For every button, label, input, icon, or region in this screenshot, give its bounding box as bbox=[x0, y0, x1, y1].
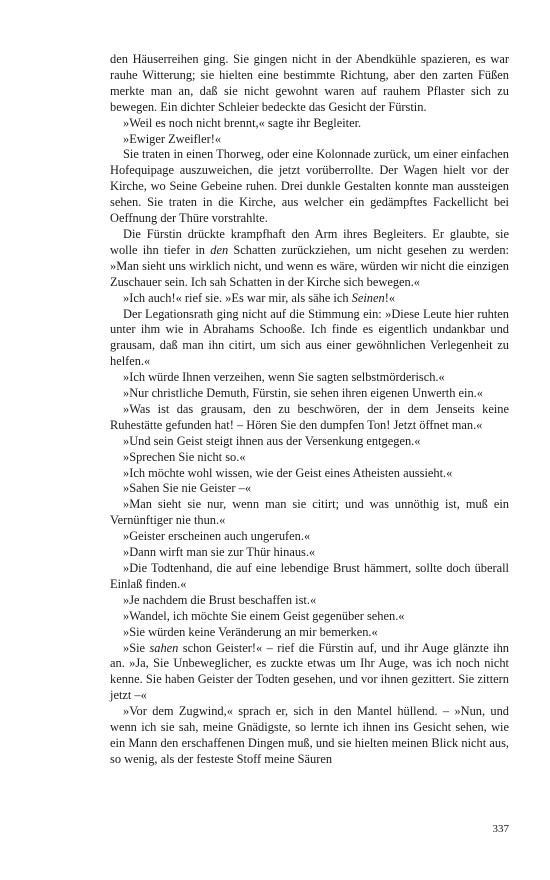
text-run: »Weil es noch nicht brennt,« sagte ihr Begleiter. bbox=[123, 115, 362, 130]
text-run: »Was ist das grausam, den zu beschwören, der in dem Jenseits keine Ruhestätte gefunden hat! – Hören Sie den dumpfen Ton! Jetzt öffnet man.« bbox=[110, 401, 509, 432]
text-run: »Dann wirft man sie zur Thür hinaus.« bbox=[123, 545, 316, 560]
text-run: Sie traten in einen Thorweg, oder eine Kolonnade zurück, um einer einfachen Hofequipage auszuweichen, die jetzt vorüberrollte. Der Wagen hielt vor der Kirche, wo Seine Gebeine ruhen. Drei dunkle Gestalten konnte man aussteigen sehen. Sie traten in die Kirche, aus welcher ein gedämpftes Fackellicht bei Oeffnung der Thüre vorstrahlte. bbox=[110, 147, 509, 226]
paragraph bbox=[110, 307, 509, 371]
paragraph bbox=[110, 227, 509, 291]
emphasized-text: Seinen bbox=[351, 290, 385, 305]
text-run: Schatten zurückziehen, um nicht gesehen zu werden: »Man sieht uns wirklich nicht, und wenn es wäre, würden wir nicht die einzigen Zuschauer sein. Ich sah Schatten in der Kirche sich bewegen.« bbox=[110, 242, 509, 289]
text-run: den Häuserreihen ging. Sie gingen nicht in der Abendkühle spazieren, es war rauhe Witterung; sie hielten eine bestimmte Richtung, aber den zarten Füßen merkte man an, daß sie nicht gewohnt waren auf rauhem Pflaster sich zu bewegen. Ein dichter Schleier bedeckte das Gesicht der Fürstin. bbox=[110, 52, 509, 114]
text-run: »Sie würden keine Veränderung an mir bemerken.« bbox=[123, 624, 378, 639]
paragraph bbox=[110, 434, 509, 450]
paragraph bbox=[110, 52, 509, 116]
text-run: !« bbox=[384, 290, 396, 305]
paragraph bbox=[110, 116, 509, 132]
paragraph bbox=[110, 132, 509, 148]
text-run: Der Legationsrath ging nicht auf die Stimmung ein: »Diese Leute hier ruhten unter ihm wie in Abrahams Schooße. Ich finde es eigentlich undankbar und grausam, daß man ihn citirt, um sich aus einer gewöhnlichen Verlegenheit zu helfen.« bbox=[110, 306, 509, 369]
text-run: schon Geister!« – rief die Fürstin auf, und ihr Auge glänzte ihn an. »Ja, Sie Unbeweglicher, es zuckte etwas um Ihr Auge, was ich noch nicht kenne. Sie haben Geister der Todten gesehen, und vor ihnen gezittert. Sie zittern jetzt –« bbox=[110, 640, 509, 703]
paragraph bbox=[110, 545, 509, 561]
emphasized-text: den bbox=[210, 242, 229, 257]
paragraph bbox=[110, 450, 509, 466]
text-run: »Ich auch!« rief sie. »Es war mir, als sähe ich bbox=[123, 290, 352, 305]
paragraph bbox=[110, 641, 509, 705]
paragraph bbox=[110, 386, 509, 402]
text-run: »Ich möchte wohl wissen, wie der Geist eines Atheisten aussieht.« bbox=[123, 465, 453, 480]
paragraph bbox=[110, 147, 509, 227]
paragraph bbox=[110, 402, 509, 434]
paragraph bbox=[110, 625, 509, 641]
page-number: 337 bbox=[492, 823, 509, 835]
text-run: Die Fürstin drückte krampfhaft den Arm ihres Begleiters. Er glaubte, sie wolle ihn tiefer in bbox=[110, 226, 509, 257]
emphasized-text: sahen bbox=[149, 640, 179, 655]
text-run: »Vor dem Zugwind,« sprach er, sich in den Mantel hüllend. – »Nun, und wenn ich sie sah, meine Gnädigste, so lernte ich ihnen ins Gesicht sehen, wie ein Mann den erschaffenen Dingen muß, und sie hielten meinen Blick nicht aus, so wenig, als der festeste Stoff meine Säuren bbox=[110, 704, 509, 766]
text-run: »Je nachdem die Brust beschaffen ist.« bbox=[123, 592, 317, 607]
paragraph bbox=[110, 561, 509, 593]
text-run: »Und sein Geist steigt ihnen aus der Versenkung entgegen.« bbox=[123, 433, 421, 448]
paragraph bbox=[110, 291, 509, 307]
paragraph bbox=[110, 370, 509, 386]
text-run: »Sie bbox=[123, 640, 150, 655]
text-run: »Geister erscheinen auch ungerufen.« bbox=[123, 529, 311, 544]
text-run: »Die Todtenhand, die auf eine lebendige Brust hämmert, sollte doch überall Einlaß finden.« bbox=[110, 561, 509, 591]
text-run: »Ich würde Ihnen verzeihen, wenn Sie sagten selbstmörderisch.« bbox=[123, 370, 445, 385]
paragraph bbox=[110, 529, 509, 545]
text-run: »Sprechen Sie nicht so.« bbox=[123, 449, 246, 464]
paragraph bbox=[110, 466, 509, 482]
text-run: »Nur christliche Demuth, Fürstin, sie sehen ihren eigenen Unwerth ein.« bbox=[123, 386, 483, 401]
text-run: »Ewiger Zweifler!« bbox=[123, 131, 222, 146]
text-run: »Sahen Sie nie Geister –« bbox=[123, 481, 252, 496]
text-run: »Wandel, ich möchte Sie einem Geist gegenüber sehen.« bbox=[123, 608, 405, 623]
paragraph bbox=[110, 593, 509, 609]
paragraph bbox=[110, 481, 509, 497]
text-run: »Man sieht sie nur, wenn man sie citirt; und was unnöthig ist, muß ein Vernünftiger nie thun.« bbox=[110, 497, 509, 528]
paragraph bbox=[110, 704, 509, 768]
paragraph bbox=[110, 609, 509, 625]
paragraph bbox=[110, 497, 509, 529]
page-body-text bbox=[110, 52, 509, 768]
